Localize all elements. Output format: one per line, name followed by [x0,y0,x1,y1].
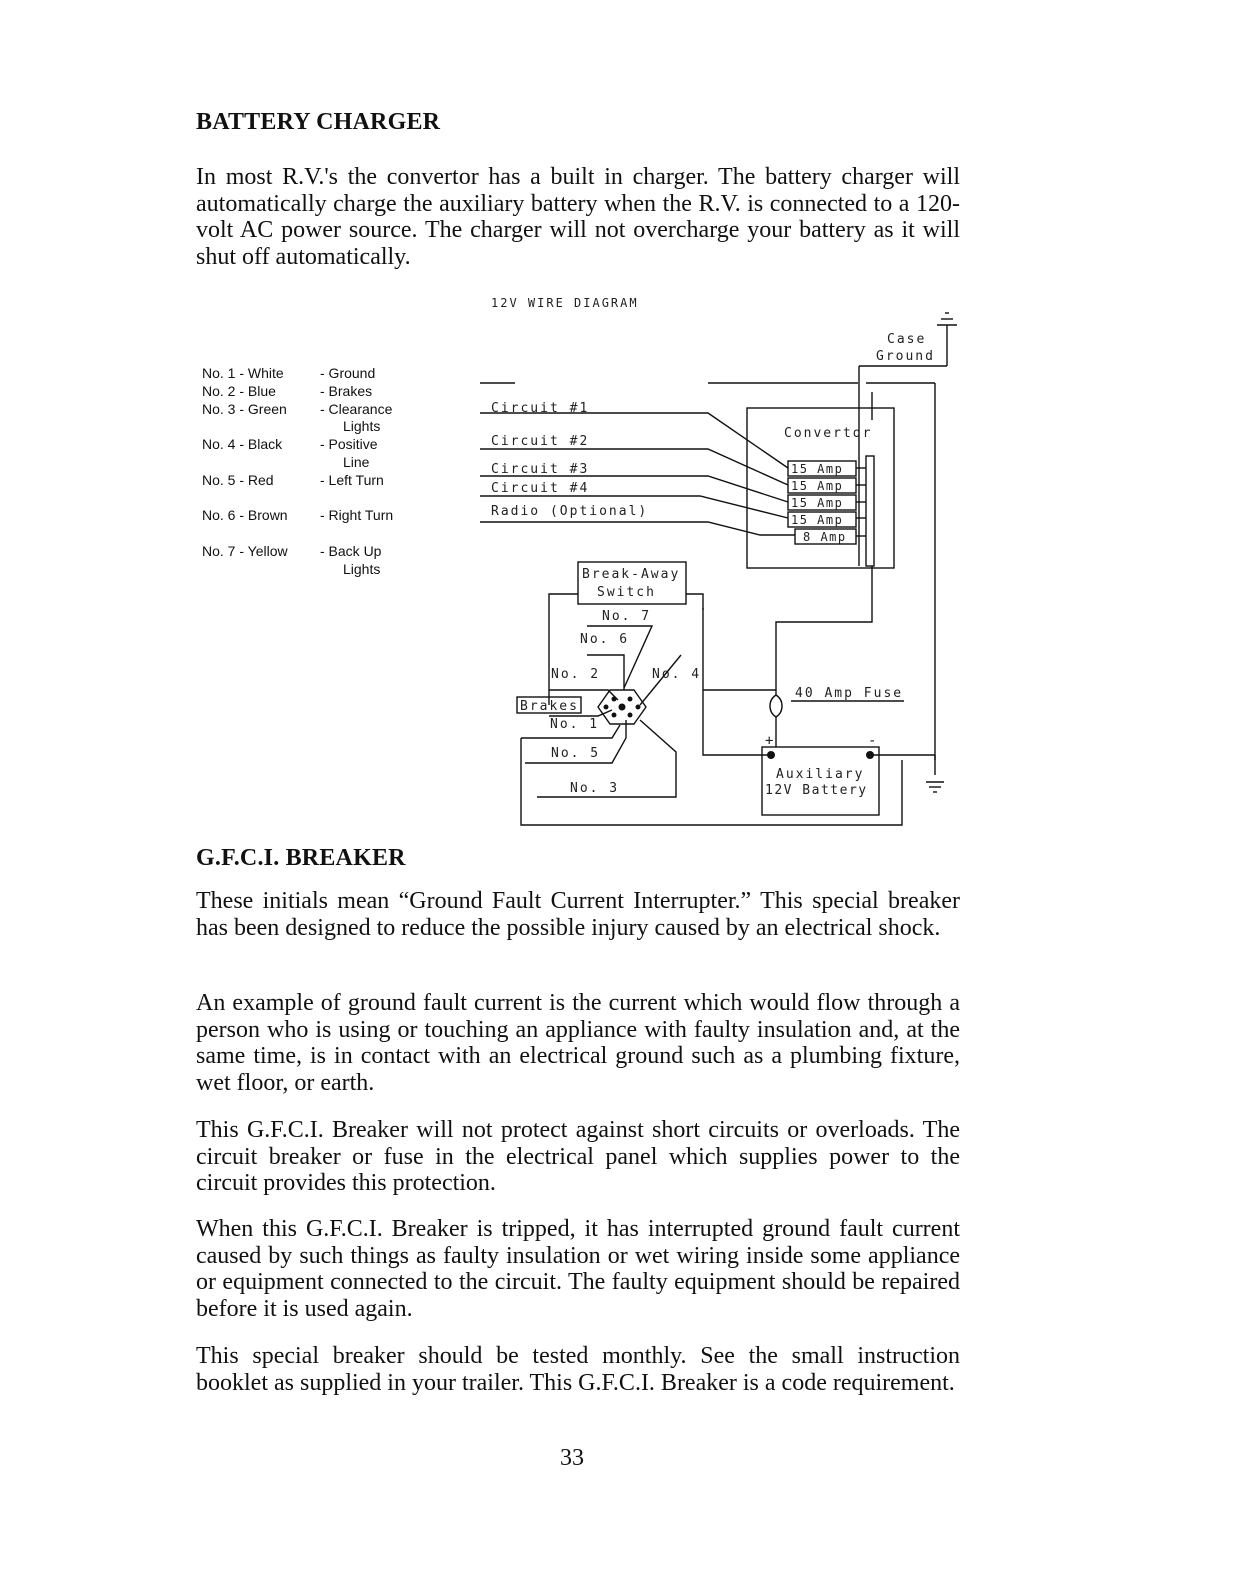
legend-number: No. 2 - Blue [202,383,276,399]
legend-meaning-cont: Lights [343,561,381,577]
plug-pin-label: No. 3 [570,781,620,796]
legend-meaning: - Positive [320,436,378,452]
legend-number: No. 3 - Green [202,401,287,417]
battery-charger-heading: BATTERY CHARGER [196,109,441,135]
plug-pin-label: Brakes [520,699,579,714]
battery-label: 12V Battery [765,783,868,798]
trailer-plug [598,690,646,724]
battery-plus: + [765,733,774,749]
fuse-label: 15 Amp [791,462,844,476]
legend-meaning: - Right Turn [320,507,394,523]
circuit-label: Radio (Optional) [491,504,649,519]
plug-pin-label: No. 6 [580,632,630,647]
fuse-label: 15 Amp [791,496,844,510]
main-fuse [770,695,782,717]
fuse-block [788,456,874,566]
legend-number: No. 5 - Red [202,472,274,488]
legend-number: No. 1 - White [202,365,284,381]
legend-number: No. 4 - Black [202,436,283,452]
gfci-paragraph: An example of ground fault current is the current which would flow through a person who is using or touching an appliance with faulty insulation and, at the same time, is in contact with an electrical ground such as a plumbing fixture, wet floor, or earth. [196,990,960,1096]
circuit-label: Circuit #2 [491,434,590,449]
legend-meaning-cont: Lights [343,418,381,434]
battery-charger-paragraph: In most R.V.'s the convertor has a built in charger. The battery charger will automatically charge the auxiliary battery when the R.V. is connected to a 120-volt AC power source. The charger will not overcharge your battery as it will shut off automatically. [196,164,960,270]
convertor-label: Convertor [784,426,873,441]
legend-meaning: - Back Up [320,543,382,559]
gfci-paragraph: These initials mean “Ground Fault Current Interrupter.” This special breaker has been designed to reduce the possible injury caused by an electrical shock. [196,888,960,941]
circuit-label: Circuit #4 [491,481,590,496]
battery-minus: - [868,733,877,749]
fuse-label: 15 Amp [791,479,844,493]
break-away-switch-label: Switch [597,585,656,600]
break-away-switch-label: Break-Away [582,567,681,582]
fuse-label: 15 Amp [791,513,844,527]
diagram-title: 12V WIRE DIAGRAM [491,296,639,310]
wire-color-legend [202,365,393,577]
circuit-label: Circuit #1 [491,401,590,416]
fuse-label: 8 Amp [803,530,847,544]
legend-meaning-cont: Line [343,454,370,470]
gfci-paragraph: This G.F.C.I. Breaker will not protect against short circuits or overloads. The circuit breaker or fuse in the electrical panel which supplies power to the circuit provides this protection. [196,1117,960,1196]
case-ground-label: Ground [876,349,935,364]
gfci-heading: G.F.C.I. BREAKER [196,845,406,871]
legend-meaning: - Brakes [320,383,373,399]
legend-meaning: - Clearance [320,401,393,417]
plug-pin-label: No. 2 [551,667,601,682]
plug-pin-label: No. 1 [550,717,600,732]
gfci-paragraph: This special breaker should be tested monthly. See the small instruction booklet as supplied in your trailer. This G.F.C.I. Breaker is a code requirement. [196,1343,960,1396]
main-fuse-label: 40 Amp Fuse [795,686,904,701]
circuit-label: Circuit #3 [491,462,590,477]
legend-meaning: - Left Turn [320,472,384,488]
page-number: 33 [560,1445,584,1471]
legend-number: No. 6 - Brown [202,507,288,523]
bus-bar [866,456,874,566]
battery-label: Auxiliary [776,767,865,782]
plug-pin-label: No. 7 [602,609,652,624]
gfci-paragraph: When this G.F.C.I. Breaker is tripped, it has interrupted ground fault current caused by such things as faulty insulation or wet wiring inside some appliance or equipment connected to the circuit. The faulty equipment should be repaired before it is used again. [196,1216,960,1322]
plug-pin-label: No. 4 [652,667,702,682]
case-ground-label: Case [887,332,927,347]
plug-pin-label: No. 5 [551,746,601,761]
legend-meaning: - Ground [320,365,376,381]
legend-number: No. 7 - Yellow [202,543,288,559]
